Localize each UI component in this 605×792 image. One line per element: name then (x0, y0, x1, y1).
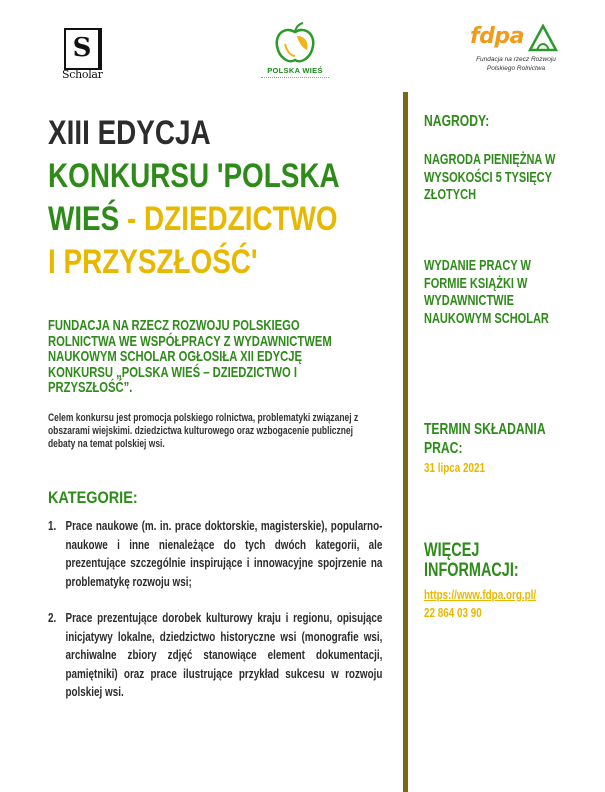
contact-phone: 22 864 03 90 (424, 605, 482, 620)
polska-wies-logo-name: POLSKA WIEŚ (267, 66, 323, 75)
prize-2: WYDANIE PRACY W FORMIE KSIĄŻKI W WYDAWNICTWIE NAUKOWYM SCHOLAR (424, 258, 549, 327)
polska-wies-logo (255, 22, 335, 86)
category-item (48, 517, 382, 591)
deadline-date: 31 lipca 2021 (424, 460, 485, 475)
apple-icon (255, 22, 335, 66)
category-item (48, 609, 382, 702)
categories-heading: KATEGORIE: (48, 488, 138, 507)
scholar-logo (62, 28, 108, 80)
category-text: Prace naukowe (m. in. prace doktorskie, magisterskie), popularno-naukowe i inne nienależące do tych dwóch kategorii, ale prezentujące szczególnie inspirujące i innowacyjne spojrzenie na problematykę rozwoju wsi; (65, 518, 383, 589)
intro-paragraph: FUNDACJA NA RZECZ ROZWOJU POLSKIEGO ROLNICTWA WE WSPÓŁPRACY Z WYDAWNICTWEM NAUKOWYM SCHOLAR OGŁOSIŁA XII EDYCJĘ KONKURSU „POLSKA WIEŚ – DZIEDZICTWO I PRZYSZŁOŚĆ”. (48, 317, 332, 396)
category-text: Prace prezentujące dorobek kulturowy kraju i regionu, opisujące inicjatywy lokalne, dziedzictwo historyczne wsi (monografie wsi, archiwalne zbiory zdjęć stanowiące element dokumentacji, pamiętniki) oraz prace ilustrujące przykład sukcesu w rozwoju polskiej wsi. (65, 610, 383, 699)
category-number: 1. (48, 518, 57, 533)
scholar-logo-frame (64, 28, 102, 70)
fdpa-logo-caption-line2: Polskiego Rolnictwa (486, 65, 546, 72)
prize-1: NAGRODA PIENIĘŻNA W WYSOKOŚCI 5 TYSIĘCY ZŁOTYCH (424, 152, 556, 203)
description-paragraph: Celem konkursu jest promocja polskiego rolnictwa, problematyki związanej z obszarami wiejskimi. dziedzictwa kulturowego oraz wzbogacenie publicznej debaty na temat polskiej wsi. (48, 412, 359, 450)
deadline-heading: TERMIN SKŁADANIA PRAC: (424, 421, 546, 457)
polska-wies-logo-underline (261, 77, 329, 81)
category-number: 2. (48, 610, 57, 625)
prizes-heading: NAGRODY: (424, 113, 490, 130)
fdpa-logo-name: fdpa (470, 24, 524, 49)
fdpa-triangle-icon (528, 24, 558, 54)
title-line-2: KONKURSU 'POLSKA (48, 157, 340, 195)
page-title (48, 112, 340, 284)
title-line-1: XIII EDYCJA (48, 114, 211, 152)
fdpa-logo (466, 22, 576, 88)
column-divider (403, 92, 408, 792)
title-line-3-green: WIEŚ (48, 200, 120, 238)
website-link[interactable]: https://www.fdpa.org.pl/ (424, 587, 537, 602)
title-line-3-yellow: - DZIEDZICTWO (119, 200, 338, 238)
scholar-logo-glyph: S (72, 33, 92, 63)
title-line-4: I PRZYSZŁOŚĆ' (48, 243, 258, 281)
categories-list (48, 517, 382, 702)
more-info-heading: WIĘCEJ INFORMACJI: (424, 540, 519, 581)
fdpa-logo-caption-line1: Fundacja na rzecz Rozwoju (476, 56, 556, 63)
scholar-logo-name: Scholar (62, 68, 103, 81)
